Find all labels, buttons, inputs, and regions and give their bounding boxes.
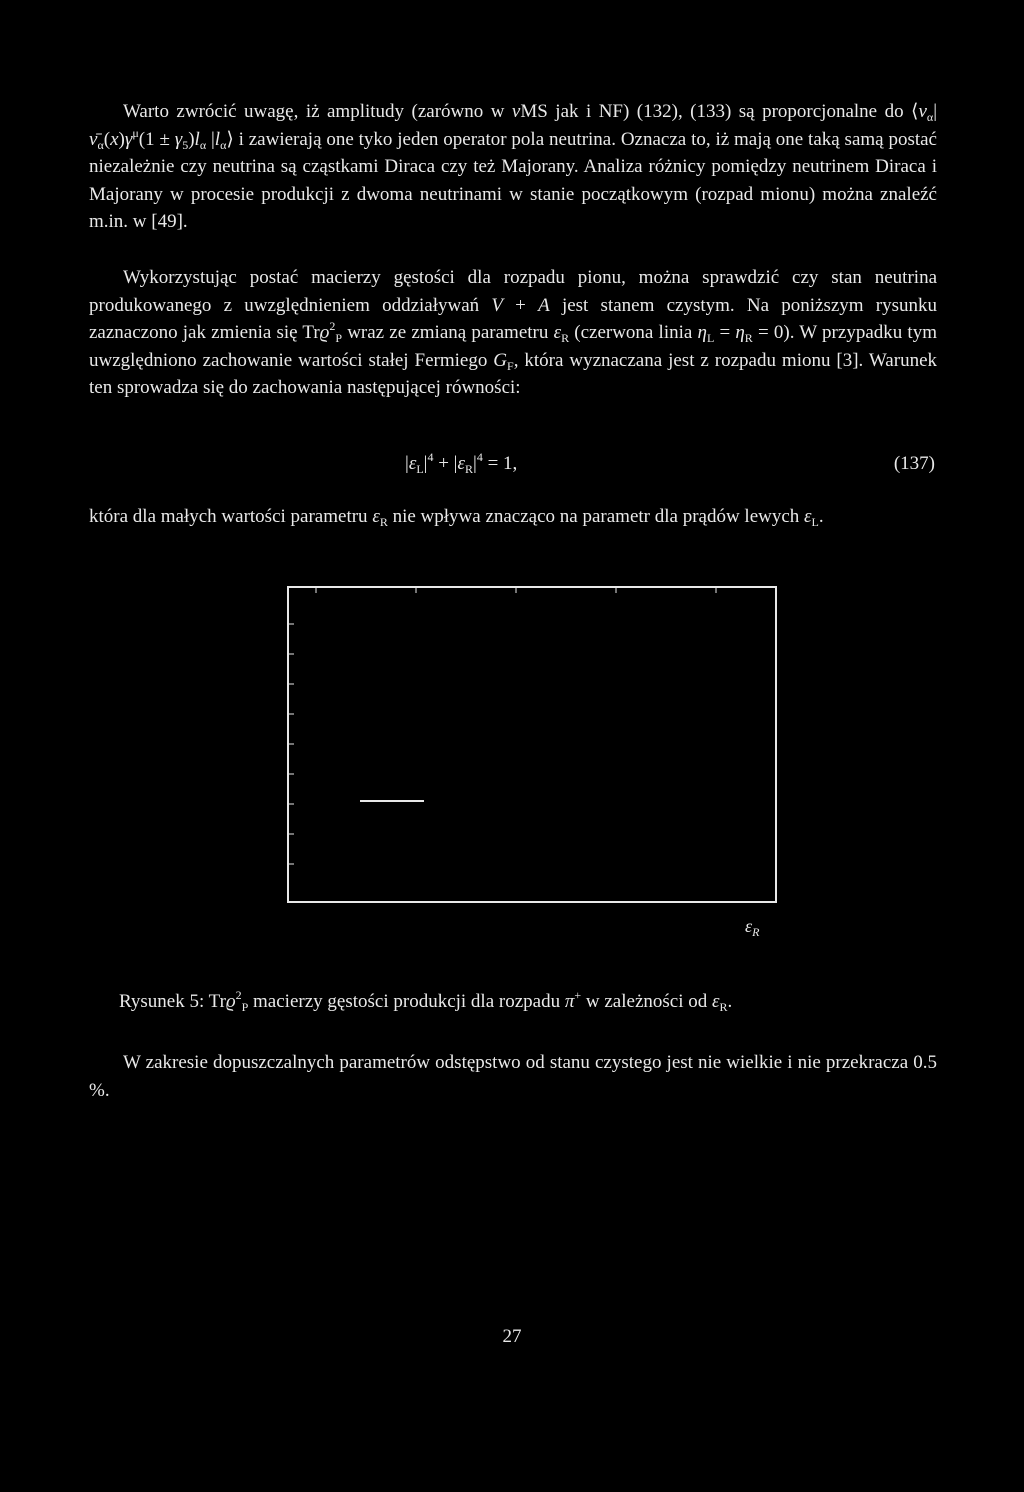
subscript: P	[241, 1000, 249, 1014]
text-run: +	[502, 294, 539, 316]
subscript: R	[752, 925, 760, 939]
pi-symbol: π	[564, 991, 575, 1012]
superscript: 4	[427, 450, 434, 464]
superscript: 4	[476, 450, 483, 464]
text-run: |	[933, 101, 937, 122]
text-run: , która wyznaczana jest z rozpadu mionu [3]. Warunek ten sprowadza się do zachowania następującej równości:	[89, 349, 938, 399]
nu-symbol: ν	[511, 101, 521, 122]
v-symbol: V	[491, 294, 503, 316]
text-run: w zależności od	[581, 991, 712, 1012]
text-run: Wykorzystując postać macierzy gęstości dla rozpadu pionu, można sprawdzić czy stan neutrina produkowanego z uwzględnieniem oddziaływań	[89, 267, 937, 316]
text-run: (czerwona linia	[569, 322, 698, 344]
text-run: macierzy gęstości produkcji dla rozpadu	[248, 991, 565, 1012]
subscript: α	[199, 137, 207, 152]
text-run: W zakresie dopuszczalnych parametrów odstępstwo od stanu czystego jest nie wielkie i nie przekracza 0.5 %.	[89, 1052, 937, 1101]
subscript: R	[744, 331, 753, 346]
text-run: MS jak i NF) (132), (133) są proporcjonalne do ⟨	[520, 101, 919, 122]
eq-text: |	[473, 453, 477, 474]
epsilon-symbol: ε	[712, 991, 720, 1012]
text-run: (1 ±	[138, 128, 175, 150]
gamma-symbol: γ	[124, 128, 133, 150]
l-symbol: l	[194, 128, 200, 150]
eta-symbol: η	[735, 322, 745, 344]
superscript: μ	[132, 125, 139, 140]
eq-text: = 1,	[482, 453, 518, 474]
rho-symbol: ϱ	[319, 322, 330, 344]
superscript: +	[574, 988, 582, 1002]
gamma-symbol: γ	[174, 128, 183, 150]
equation-number: (137)	[893, 453, 935, 474]
text-run: )	[188, 128, 195, 150]
epsilon-symbol: ε	[408, 453, 417, 474]
subscript: L	[811, 515, 819, 529]
nu-bar-symbol: ν̄	[89, 128, 98, 150]
text-run: =	[714, 322, 736, 344]
text-run: (	[103, 128, 111, 150]
text-run: Rysunek 5: Tr	[119, 991, 226, 1012]
a-symbol: A	[538, 294, 550, 316]
text-run: jest stanem czystym. Na poniższym rysunku zaznaczono jak zmienia się Tr	[89, 294, 937, 344]
epsilon-symbol: ε	[553, 322, 562, 344]
epsilon-symbol: ε	[804, 506, 812, 527]
text-run: )	[118, 128, 125, 150]
subscript: R	[379, 515, 388, 529]
subscript: α	[926, 110, 934, 124]
subscript: 5	[182, 137, 189, 152]
page-number: 27	[502, 1326, 522, 1347]
paragraph-small-values	[89, 503, 937, 531]
eq-text: |	[423, 453, 428, 474]
x-symbol: x	[110, 128, 119, 150]
epsilon-symbol: ε	[745, 916, 753, 936]
subscript: α	[97, 137, 104, 152]
figure-plot	[286, 584, 778, 904]
g-symbol: G	[493, 349, 507, 371]
subscript: R	[465, 462, 474, 476]
subscript: L	[706, 331, 715, 346]
subscript: R	[719, 1000, 728, 1014]
superscript: 2	[329, 319, 336, 334]
x-axis-label	[745, 916, 759, 937]
nu-symbol: ν	[918, 101, 927, 122]
text-run: |	[206, 128, 215, 150]
superscript: 2	[235, 988, 242, 1002]
paragraph-conclusion	[89, 1049, 937, 1104]
text-run: .	[818, 506, 824, 527]
plot-frame	[288, 587, 776, 902]
text-run: = 0). W przypadku tym uwzględniono zachowanie wartości stałej Fermiego	[89, 322, 937, 371]
rho-symbol: ϱ	[225, 991, 236, 1012]
paragraph-amplitudes	[89, 98, 937, 236]
subscript: α	[220, 137, 227, 152]
subscript: R	[561, 331, 570, 346]
epsilon-symbol: ε	[457, 453, 465, 474]
figure-caption	[119, 988, 939, 1014]
eq-text: |	[405, 453, 409, 474]
text-run: .	[727, 991, 733, 1012]
text-run: nie wpływa znacząco na parametr dla prądów lewych	[387, 506, 805, 527]
epsilon-symbol: ε	[372, 506, 380, 527]
eta-symbol: η	[697, 322, 707, 344]
text-run: ⟩ i zawierają one tyko jeden operator pola neutrina. Oznacza to, iż mają one taką samą postać niezależnie czy neutrina są cząstkami Diraca czy też Majorany. Analiza różnicy pomiędzy neutrinem Diraca i Majorany w procesie produkcji z dwoma neutrinami w stanie początkowym (rozpad mionu) można znaleźć m.in. w [49].	[89, 128, 937, 233]
text-run: która dla małych wartości parametru	[89, 506, 373, 527]
subscript: L	[416, 462, 424, 476]
subscript: F	[507, 358, 514, 373]
equation-body	[405, 450, 518, 476]
equation-137	[0, 450, 1024, 483]
eq-text: + |	[433, 453, 458, 474]
subscript: P	[335, 331, 343, 346]
l-symbol: l	[214, 128, 221, 150]
text-run: Warto zwrócić uwagę, iż amplitudy (zarówno w	[123, 101, 512, 122]
paragraph-pion-decay	[89, 264, 937, 402]
text-run: wraz ze zmianą parametru	[342, 322, 554, 344]
